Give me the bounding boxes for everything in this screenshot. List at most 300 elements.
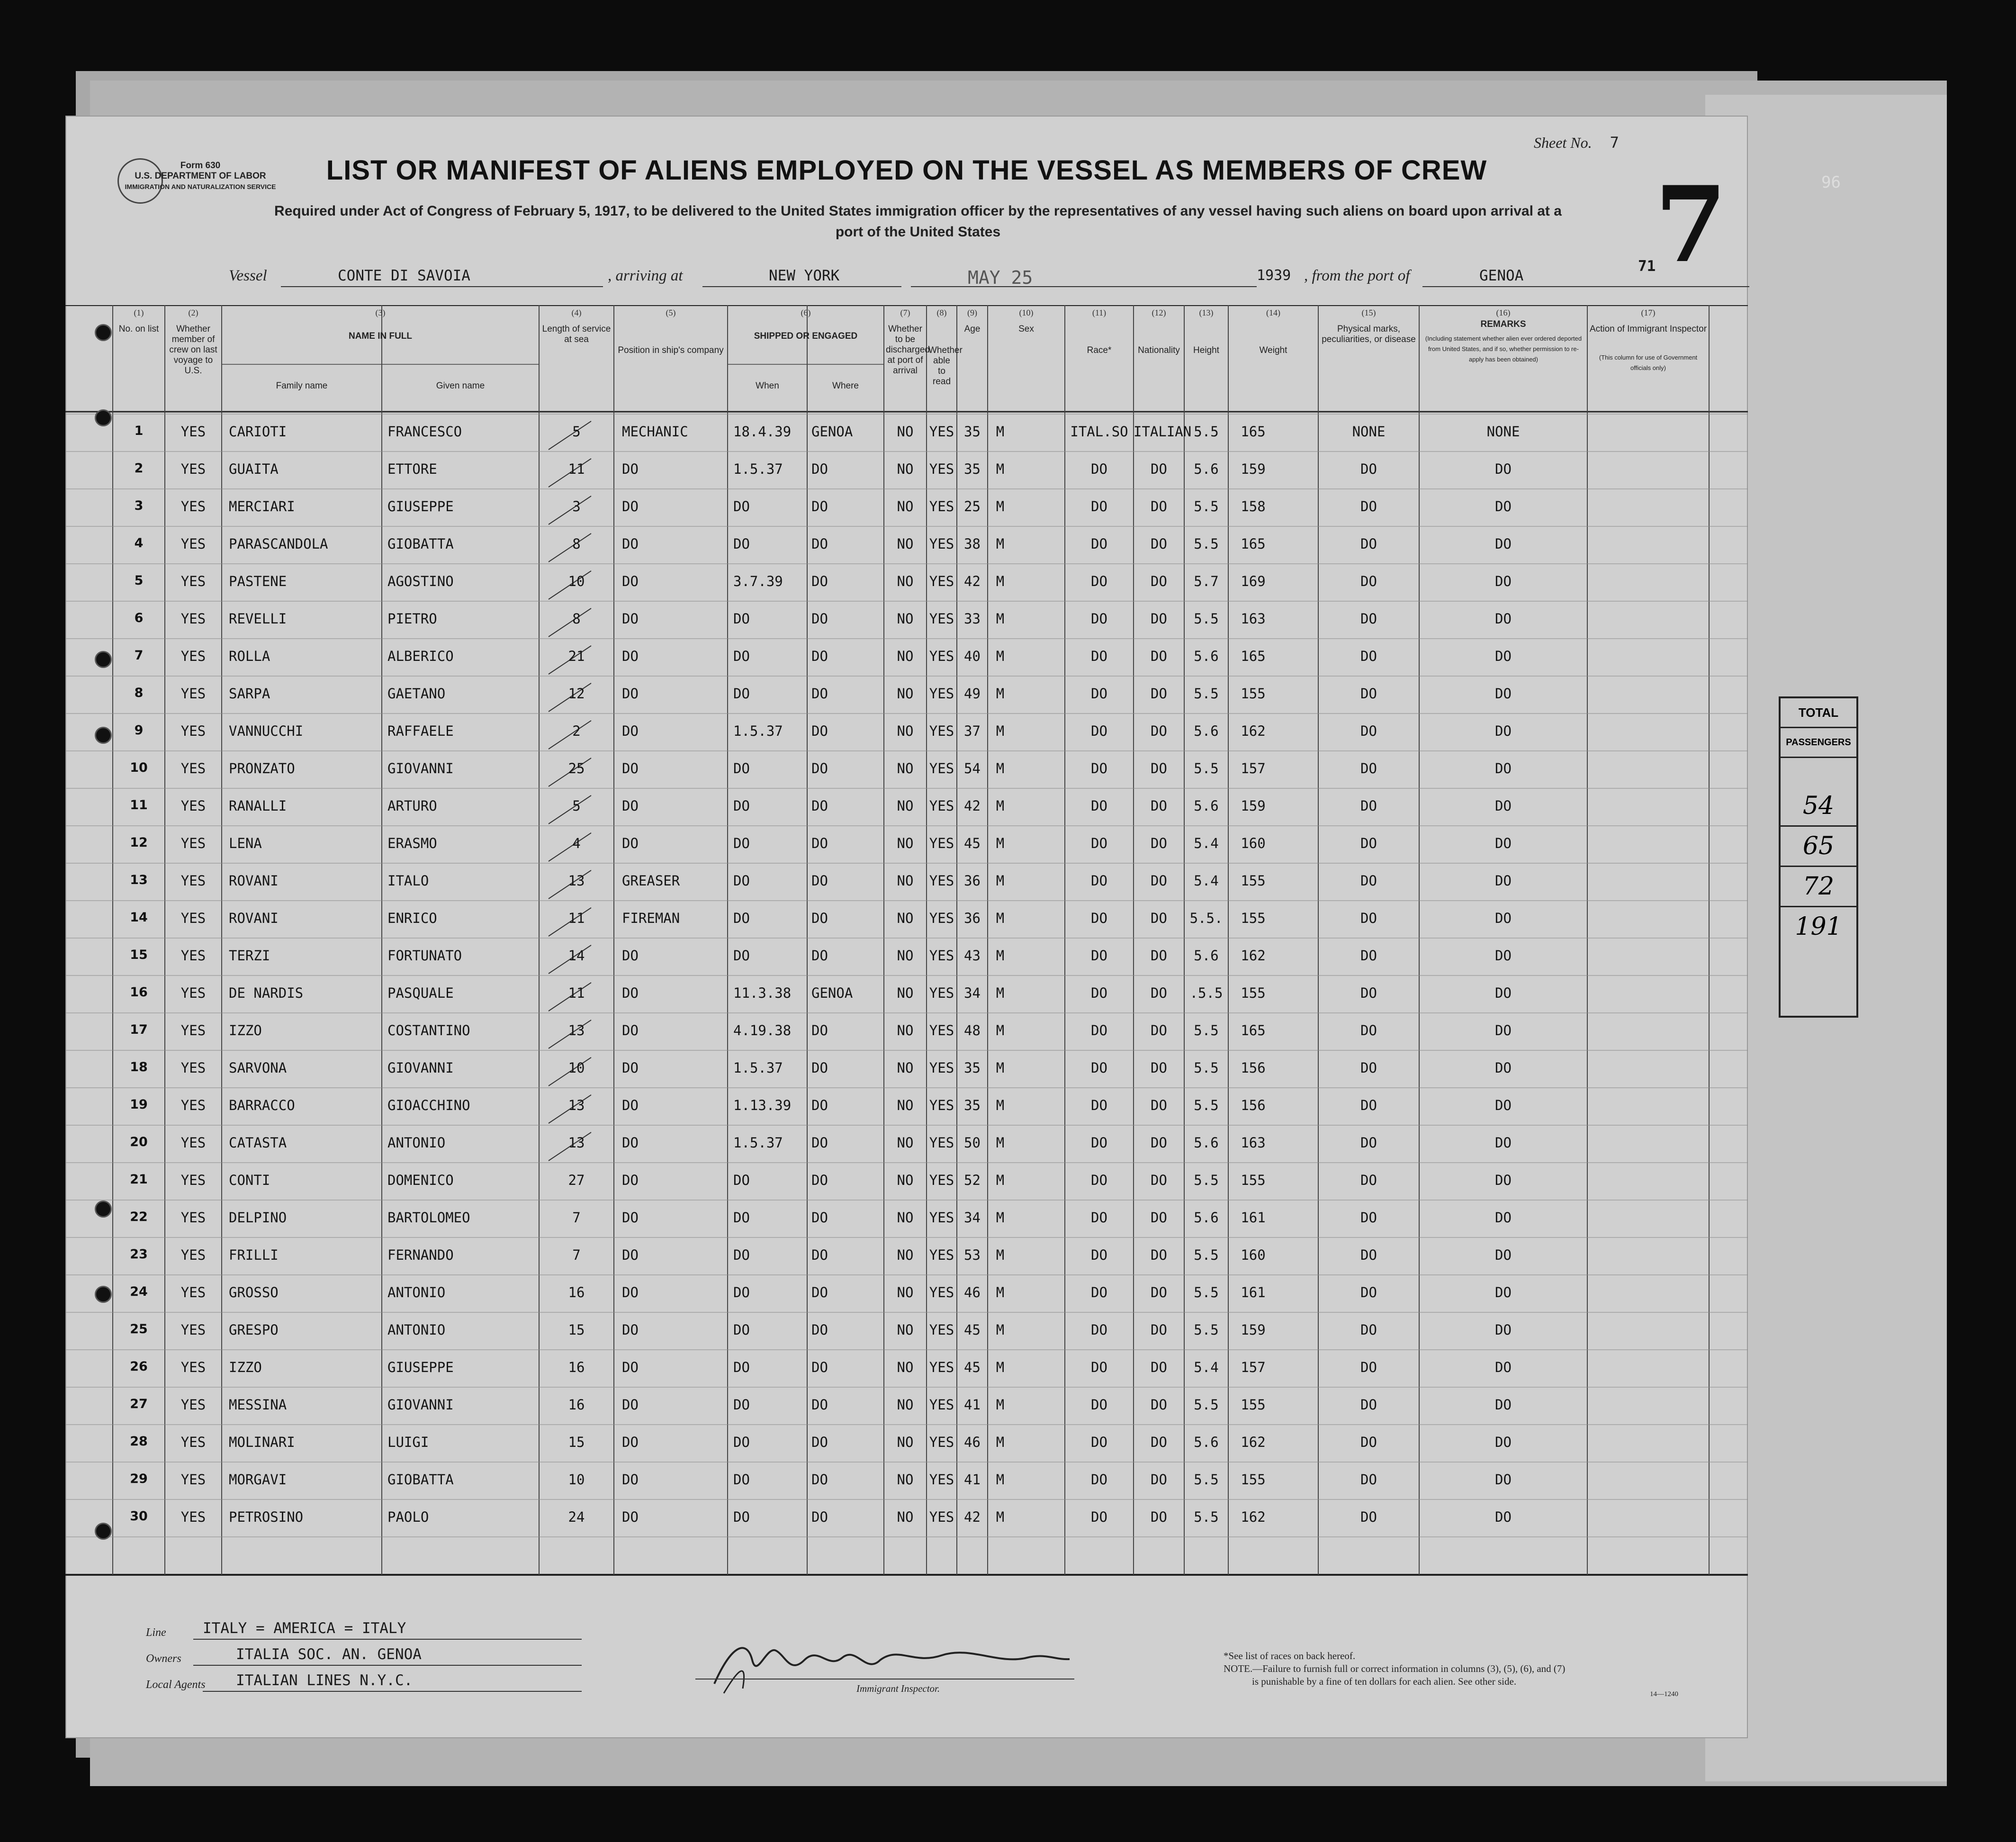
position: DO [622, 1322, 639, 1338]
able-to-read: YES [929, 1472, 954, 1488]
family-name: DELPINO [229, 1210, 287, 1226]
race: DO [1091, 873, 1107, 889]
column-number: (10) [1019, 308, 1034, 317]
sex: M [996, 1247, 1005, 1263]
given-name: PAOLO [387, 1509, 429, 1525]
family-name: MOLINARI [229, 1434, 295, 1450]
given-name: ANTONIO [387, 1284, 446, 1300]
remarks: DO [1495, 648, 1512, 664]
row-number: 29 [130, 1472, 148, 1486]
column-header: Action of Immigrant Inspector [1589, 324, 1707, 334]
row-number: 25 [130, 1322, 148, 1336]
crew-last-voyage: YES [180, 1060, 206, 1076]
age: 42 [964, 573, 981, 589]
tally-value: 191 [1795, 912, 1842, 941]
note-fine-1: NOTE.—Failure to furnish full or correct information in columns (3), (5), (6), and (7) [1224, 1663, 1566, 1674]
shipped-when: 18.4.39 [733, 424, 792, 440]
able-to-read: YES [929, 1434, 954, 1450]
family-name: REVELLI [229, 611, 287, 627]
length-of-service: 5 [572, 798, 581, 814]
discharged: NO [897, 1472, 914, 1488]
race: DO [1091, 611, 1107, 627]
age: 36 [964, 873, 981, 889]
weight: 160 [1241, 835, 1266, 851]
page-title: LIST OR MANIFEST OF ALIENS EMPLOYED ON THE VESSEL AS MEMBERS OF CREW [326, 155, 1487, 186]
nationality: DO [1151, 723, 1167, 739]
where-header: Where [832, 381, 859, 391]
shipped-when: 3.7.39 [733, 573, 783, 589]
weight: 155 [1241, 873, 1266, 889]
shipped-when: 1.5.37 [733, 1135, 783, 1151]
column-header: Whether to be discharged at port of arrival [886, 324, 930, 376]
subtitle-line-1: Required under Act of Congress of February 5, 1917, to be delivered to the United States immigration officer by the representatives of any vessel having such aliens on board upon arrival at a [274, 203, 1562, 219]
family-name: MERCIARI [229, 498, 295, 515]
column-header: NAME IN FULL [348, 331, 413, 341]
nationality: DO [1151, 1359, 1167, 1375]
nationality: DO [1151, 536, 1167, 552]
binder-hole-icon [95, 1201, 112, 1218]
height: 5.5 [1194, 1172, 1219, 1188]
column-header: Position in ship's company [618, 345, 724, 355]
shipped-when: 1.5.37 [733, 1060, 783, 1076]
family-name: PRONZATO [229, 760, 295, 777]
sex: M [996, 1172, 1005, 1188]
shipped-where: DO [811, 573, 828, 589]
row-number: 15 [130, 948, 148, 962]
length-of-service: 16 [568, 1397, 585, 1413]
position: DO [622, 1097, 639, 1113]
position: DO [622, 1135, 639, 1151]
given-name: DOMENICO [387, 1172, 454, 1188]
shipped-when: DO [733, 498, 750, 515]
height: 5.5 [1194, 1060, 1219, 1076]
column-number: (17) [1641, 308, 1656, 317]
shipped-where: GENOA [811, 424, 853, 440]
age: 42 [964, 1509, 981, 1525]
tally-value: 72 [1781, 867, 1856, 907]
crew-last-voyage: YES [180, 835, 206, 851]
shipped-where: DO [811, 1472, 828, 1488]
crew-last-voyage: YES [180, 1322, 206, 1338]
weight: 163 [1241, 611, 1266, 627]
nationality: DO [1151, 1247, 1167, 1263]
remarks: DO [1495, 835, 1512, 851]
age: 43 [964, 948, 981, 964]
height: 5.5 [1194, 1509, 1219, 1525]
remarks: DO [1495, 573, 1512, 589]
race: DO [1091, 536, 1107, 552]
shipped-when: DO [733, 1434, 750, 1450]
given-name: ENRICO [387, 910, 437, 926]
column-header: Race* [1087, 345, 1112, 355]
given-name: GIUSEPPE [387, 1359, 454, 1375]
discharged: NO [897, 611, 914, 627]
remarks: DO [1495, 1172, 1512, 1188]
nationality: DO [1151, 498, 1167, 515]
given-name: GIOVANNI [387, 1060, 454, 1076]
weight: 165 [1241, 424, 1266, 440]
physical-marks: DO [1360, 1509, 1377, 1525]
age: 45 [964, 1322, 981, 1338]
row-number: 13 [130, 873, 148, 887]
given-name: ARTURO [387, 798, 437, 814]
remarks: DO [1495, 1509, 1512, 1525]
position: DO [622, 985, 639, 1001]
column-number: (14) [1266, 308, 1280, 317]
height: .5.5 [1189, 985, 1223, 1001]
given-name: FORTUNATO [387, 948, 462, 964]
remarks: DO [1495, 1247, 1512, 1263]
shipped-where: DO [811, 1359, 828, 1375]
row-number: 2 [134, 461, 144, 476]
discharged: NO [897, 1434, 914, 1450]
height: 5.6 [1194, 648, 1219, 664]
row-number: 10 [130, 760, 148, 775]
shipped-when: DO [733, 686, 750, 702]
discharged: NO [897, 948, 914, 964]
physical-marks: DO [1360, 573, 1377, 589]
race: DO [1091, 798, 1107, 814]
form-bureau: IMMIGRATION AND NATURALIZATION SERVICE [125, 183, 276, 190]
given-name: FRANCESCO [387, 424, 462, 440]
physical-marks: DO [1360, 723, 1377, 739]
shipped-when: 1.5.37 [733, 723, 783, 739]
shipped-where: DO [811, 760, 828, 777]
shipped-where: DO [811, 948, 828, 964]
sex: M [996, 1022, 1005, 1038]
family-name: ROVANI [229, 910, 279, 926]
manifest-table [65, 305, 1748, 1598]
able-to-read: YES [929, 1359, 954, 1375]
crew-last-voyage: YES [180, 1210, 206, 1226]
from-port: GENOA [1479, 267, 1524, 284]
row-number: 16 [130, 985, 148, 1000]
remarks: DO [1495, 1434, 1512, 1450]
physical-marks: DO [1360, 648, 1377, 664]
shipped-when: DO [733, 1397, 750, 1413]
age: 49 [964, 686, 981, 702]
shipped-where: DO [811, 1322, 828, 1338]
family-name: IZZO [229, 1359, 262, 1375]
sex: M [996, 873, 1005, 889]
weight: 156 [1241, 1097, 1266, 1113]
position: DO [622, 1022, 639, 1038]
age: 36 [964, 910, 981, 926]
column-header: Age [964, 324, 981, 334]
length-of-service: 25 [568, 760, 585, 777]
length-of-service: 10 [568, 1472, 585, 1488]
position: DO [622, 686, 639, 702]
shipped-when: DO [733, 536, 750, 552]
physical-marks: DO [1360, 1022, 1377, 1038]
physical-marks: DO [1360, 835, 1377, 851]
agents-label: Local Agents [146, 1679, 206, 1691]
family-name: SARVONA [229, 1060, 287, 1076]
sex: M [996, 1210, 1005, 1226]
column-header: Nationality [1138, 345, 1180, 355]
when-header: When [756, 381, 779, 391]
footer-owners [146, 1646, 582, 1665]
able-to-read: YES [929, 873, 954, 889]
given-name: AGOSTINO [387, 573, 454, 589]
shipped-when: 11.3.38 [733, 985, 792, 1001]
weight: 157 [1241, 1359, 1266, 1375]
remarks: DO [1495, 1210, 1512, 1226]
sex: M [996, 910, 1005, 926]
remarks: DO [1495, 1397, 1512, 1413]
shipped-where: DO [811, 1097, 828, 1113]
column-number: (15) [1361, 308, 1376, 317]
height: 5.6 [1194, 1135, 1219, 1151]
position: DO [622, 1247, 639, 1263]
sex: M [996, 1135, 1005, 1151]
family-name: CONTI [229, 1172, 270, 1188]
height: 5.5 [1194, 760, 1219, 777]
physical-marks: DO [1360, 760, 1377, 777]
position: DO [622, 760, 639, 777]
discharged: NO [897, 536, 914, 552]
shipped-where: DO [811, 461, 828, 477]
crew-last-voyage: YES [180, 1509, 206, 1525]
nationality: DO [1151, 1172, 1167, 1188]
sex: M [996, 723, 1005, 739]
shipped-where: DO [811, 910, 828, 926]
shipped-where: DO [811, 1397, 828, 1413]
row-number: 14 [130, 910, 148, 925]
length-of-service: 15 [568, 1322, 585, 1338]
column-header: Height [1193, 345, 1219, 355]
height: 5.6 [1194, 1210, 1219, 1226]
crew-last-voyage: YES [180, 1135, 206, 1151]
crew-last-voyage: YES [180, 648, 206, 664]
shipped-when: DO [733, 1284, 750, 1300]
length-of-service: 8 [572, 611, 581, 627]
physical-marks: DO [1360, 798, 1377, 814]
nationality: DO [1151, 461, 1167, 477]
remarks: DO [1495, 948, 1512, 964]
crew-last-voyage: YES [180, 1172, 206, 1188]
physical-marks: DO [1360, 910, 1377, 926]
age: 35 [964, 1060, 981, 1076]
discharged: NO [897, 1022, 914, 1038]
family-name: TERZI [229, 948, 270, 964]
able-to-read: YES [929, 1060, 954, 1076]
column-number: (5) [666, 308, 676, 317]
shipped-when: DO [733, 1210, 750, 1226]
able-to-read: YES [929, 461, 954, 477]
given-name: GIOBATTA [387, 1472, 454, 1488]
physical-marks: DO [1360, 873, 1377, 889]
remarks: DO [1495, 611, 1512, 627]
race: DO [1091, 1284, 1107, 1300]
age: 33 [964, 611, 981, 627]
remarks: DO [1495, 1135, 1512, 1151]
able-to-read: YES [929, 1284, 954, 1300]
crew-last-voyage: YES [180, 1097, 206, 1113]
column-number: (11) [1092, 308, 1107, 317]
column-number: (3) [375, 308, 386, 317]
weight: 163 [1241, 1135, 1266, 1151]
sheet-number [1534, 134, 1619, 152]
family-name: SARPA [229, 686, 270, 702]
sex: M [996, 1359, 1005, 1375]
tally-value: 65 [1781, 827, 1856, 867]
able-to-read: YES [929, 648, 954, 664]
shipped-where: DO [811, 1509, 828, 1525]
length-of-service: 13 [568, 1135, 585, 1151]
discharged: NO [897, 573, 914, 589]
row-number: 21 [130, 1172, 148, 1187]
tally-value: 54 [1781, 786, 1856, 827]
race: DO [1091, 1359, 1107, 1375]
column-header: SHIPPED OR ENGAGED [754, 331, 858, 341]
height: 5.6 [1194, 461, 1219, 477]
row-number: 8 [134, 686, 144, 700]
length-of-service: 7 [572, 1247, 581, 1263]
age: 35 [964, 424, 981, 440]
nationality: DO [1151, 760, 1167, 777]
discharged: NO [897, 424, 914, 440]
age: 35 [964, 1097, 981, 1113]
length-of-service: 4 [572, 835, 581, 851]
crew-last-voyage: YES [180, 1359, 206, 1375]
race: DO [1091, 1322, 1107, 1338]
sheet-stamp-number: 7 [1655, 163, 1728, 286]
able-to-read: YES [929, 985, 954, 1001]
shipped-where: DO [811, 1210, 828, 1226]
family-name: GUAITA [229, 461, 279, 477]
able-to-read: YES [929, 1247, 954, 1263]
given-name-header: Given name [436, 381, 485, 391]
able-to-read: YES [929, 1210, 954, 1226]
family-name: PASTENE [229, 573, 287, 589]
crew-last-voyage: YES [180, 686, 206, 702]
nationality: DO [1151, 1210, 1167, 1226]
family-name: BARRACCO [229, 1097, 295, 1113]
weight: 159 [1241, 1322, 1266, 1338]
discharged: NO [897, 1247, 914, 1263]
column-header: Physical marks, peculiarities, or disease [1322, 324, 1416, 344]
family-name: DE NARDIS [229, 985, 304, 1001]
position: FIREMAN [622, 910, 680, 926]
position: MECHANIC [622, 424, 688, 440]
binder-hole-icon [95, 727, 112, 744]
able-to-read: YES [929, 1135, 954, 1151]
row-number: 24 [130, 1284, 148, 1299]
shipped-when: DO [733, 1472, 750, 1488]
sex: M [996, 573, 1005, 589]
able-to-read: YES [929, 910, 954, 926]
discharged: NO [897, 648, 914, 664]
able-to-read: YES [929, 536, 954, 552]
shipped-when: DO [733, 910, 750, 926]
sex: M [996, 1472, 1005, 1488]
physical-marks: DO [1360, 1322, 1377, 1338]
shipped-where: DO [811, 536, 828, 552]
row-number: 23 [130, 1247, 148, 1262]
remarks: DO [1495, 1022, 1512, 1038]
race: DO [1091, 461, 1107, 477]
position: DO [622, 648, 639, 664]
discharged: NO [897, 798, 914, 814]
nationality: DO [1151, 948, 1167, 964]
length-of-service: 11 [568, 461, 585, 477]
nationality: DO [1151, 873, 1167, 889]
able-to-read: YES [929, 1509, 954, 1525]
sex: M [996, 424, 1005, 440]
height: 5.5. [1189, 910, 1223, 926]
given-name: ALBERICO [387, 648, 454, 664]
column-number: (13) [1199, 308, 1214, 317]
remarks: DO [1495, 1060, 1512, 1076]
sex: M [996, 760, 1005, 777]
physical-marks: DO [1360, 1434, 1377, 1450]
remarks: DO [1495, 686, 1512, 702]
column-header: Whether able to read [928, 345, 963, 387]
line-label: Line [146, 1626, 166, 1639]
physical-marks: DO [1360, 1472, 1377, 1488]
physical-marks: DO [1360, 498, 1377, 515]
crew-last-voyage: YES [180, 424, 206, 440]
column-number: (2) [188, 308, 198, 317]
race: DO [1091, 1135, 1107, 1151]
shipped-where: DO [811, 611, 828, 627]
crew-last-voyage: YES [180, 798, 206, 814]
position: DO [622, 1172, 639, 1188]
nationality: DO [1151, 985, 1167, 1001]
height: 5.5 [1194, 424, 1219, 440]
vessel-name: CONTE DI SAVOIA [338, 267, 470, 284]
position: DO [622, 1509, 639, 1525]
sex: M [996, 686, 1005, 702]
row-number: 19 [130, 1097, 148, 1112]
physical-marks: DO [1360, 461, 1377, 477]
position: DO [622, 1284, 639, 1300]
able-to-read: YES [929, 798, 954, 814]
given-name: GIOBATTA [387, 536, 454, 552]
footer-notes [1224, 1650, 1697, 1701]
sex: M [996, 1097, 1005, 1113]
nationality: DO [1151, 1060, 1167, 1076]
line-value: ITALY = AMERICA = ITALY [203, 1620, 406, 1637]
crew-last-voyage: YES [180, 1472, 206, 1488]
height: 5.5 [1194, 611, 1219, 627]
sheet-value: 7 [1610, 134, 1619, 152]
able-to-read: YES [929, 948, 954, 964]
length-of-service: 13 [568, 873, 585, 889]
family-name: RANALLI [229, 798, 287, 814]
sheet-label: Sheet No. [1534, 134, 1592, 151]
given-name: FERNANDO [387, 1247, 454, 1263]
race: DO [1091, 723, 1107, 739]
remarks: DO [1495, 1322, 1512, 1338]
able-to-read: YES [929, 1397, 954, 1413]
corner-number: 96 [1821, 173, 1841, 192]
row-number: 22 [130, 1210, 148, 1224]
shipped-when: DO [733, 1247, 750, 1263]
weight: 155 [1241, 686, 1266, 702]
inspector-label: Immigrant Inspector. [856, 1683, 940, 1694]
position: DO [622, 498, 639, 515]
age: 34 [964, 1210, 981, 1226]
nationality: DO [1151, 1472, 1167, 1488]
from-label: , from the port of [1304, 267, 1410, 284]
race: DO [1091, 1172, 1107, 1188]
shipped-when: DO [733, 760, 750, 777]
physical-marks: DO [1360, 985, 1377, 1001]
page-subtitle [160, 201, 1676, 243]
age: 41 [964, 1472, 981, 1488]
